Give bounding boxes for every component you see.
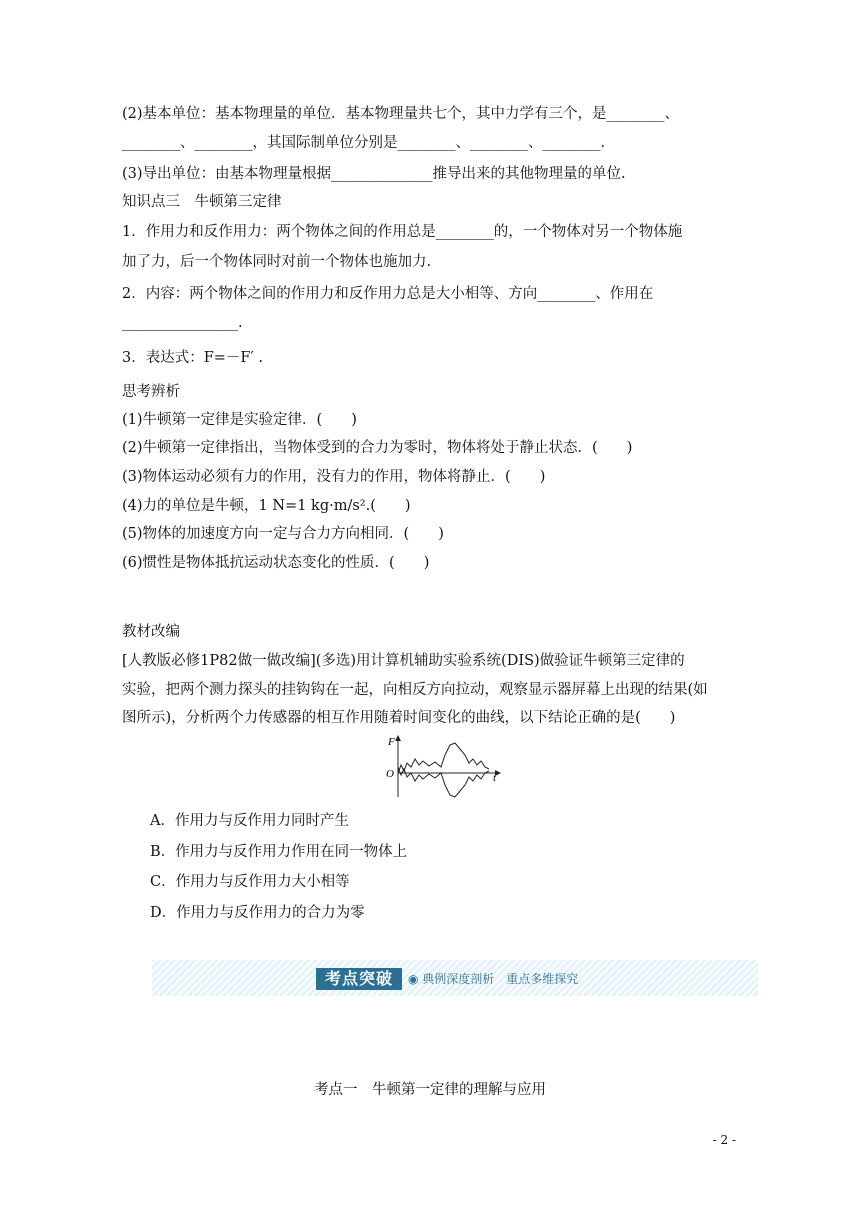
thinking-item-6: (6)惯性是物体抵抗运动状态变化的性质．( ) <box>122 555 430 571</box>
action-force-curve <box>398 743 489 773</box>
textbook-line2: 实验，把两个测力探头的挂钩钩在一起，向相反方向拉动，观察显示器屏幕上出现的结果(如 <box>122 682 708 698</box>
option-d: D．作用力与反作用力的合力为零 <box>150 905 365 921</box>
option-b: B．作用力与反作用力作用在同一物体上 <box>150 844 408 860</box>
graph-y-label: F <box>388 736 395 748</box>
content-line2: ________________. <box>122 315 243 331</box>
reaction-force-curve <box>398 767 489 797</box>
thinking-item-2: (2)牛顿第一定律指出，当物体受到的合力为零时，物体将处于静止状态．( ) <box>122 440 633 456</box>
textbook-title: 教材改编 <box>122 624 180 640</box>
page-number: - 2 - <box>712 1133 736 1147</box>
thinking-item-1: (1)牛顿第一定律是实验定律．( ) <box>122 412 357 428</box>
key-points-banner <box>152 956 758 1002</box>
kaodian-1-title: 考点一 牛顿第一定律的理解与应用 <box>314 1082 546 1098</box>
action-reaction-line1: 1．作用力和反作用力：两个物体之间的作用总是________的，一个物体对另一个物体施 <box>122 224 683 240</box>
option-a: A．作用力与反作用力同时产生 <box>150 813 349 829</box>
graph-x-label: t <box>493 772 497 784</box>
action-reaction-line2: 加了力，后一个物体同时对前一个物体也施加力. <box>122 254 432 270</box>
option-c: C．作用力与反作用力大小相等 <box>150 874 350 890</box>
thinking-item-3: (3)物体运动必须有力的作用，没有力的作用，物体将静止．( ) <box>122 469 546 485</box>
banner-title: 考点突破 <box>316 968 402 990</box>
basic-unit-line2: ________、________，其国际制单位分别是________、________、________. <box>122 135 606 151</box>
expression-line: 3．表达式：F=－F′ . <box>122 350 264 366</box>
knowledge-point-3-title: 知识点三 牛顿第三定律 <box>122 194 282 210</box>
derived-unit-line: (3)导出单位：由基本物理量根据______________推导出来的其他物理量的单位. <box>122 166 626 182</box>
content-line1: 2．内容：两个物体之间的作用力和反作用力总是大小相等、方向________、作用在 <box>122 286 654 302</box>
textbook-line3: 图所示)，分析两个力传感器的相互作用随着时间变化的曲线，以下结论正确的是( ) <box>122 710 676 726</box>
thinking-item-4: (4)力的单位是牛顿，1 N=1 kg·m/s².( ) <box>122 498 411 514</box>
basic-unit-line1: (2)基本单位：基本物理量的单位．基本物理量共七个，其中力学有三个，是________、 <box>122 106 680 122</box>
force-time-graph <box>383 735 503 800</box>
banner-subtitle: ◉ 典例深度剖析 重点多维探究 <box>408 972 579 986</box>
graph-origin: O <box>386 768 394 780</box>
textbook-line1: [人教版必修1P82做一做改编](多选)用计算机辅助实验系统(DIS)做验证牛顿第三定律的 <box>122 653 685 669</box>
thinking-title: 思考辨析 <box>122 384 180 400</box>
thinking-item-5: (5)物体的加速度方向一定与合力方向相同．( ) <box>122 526 444 542</box>
